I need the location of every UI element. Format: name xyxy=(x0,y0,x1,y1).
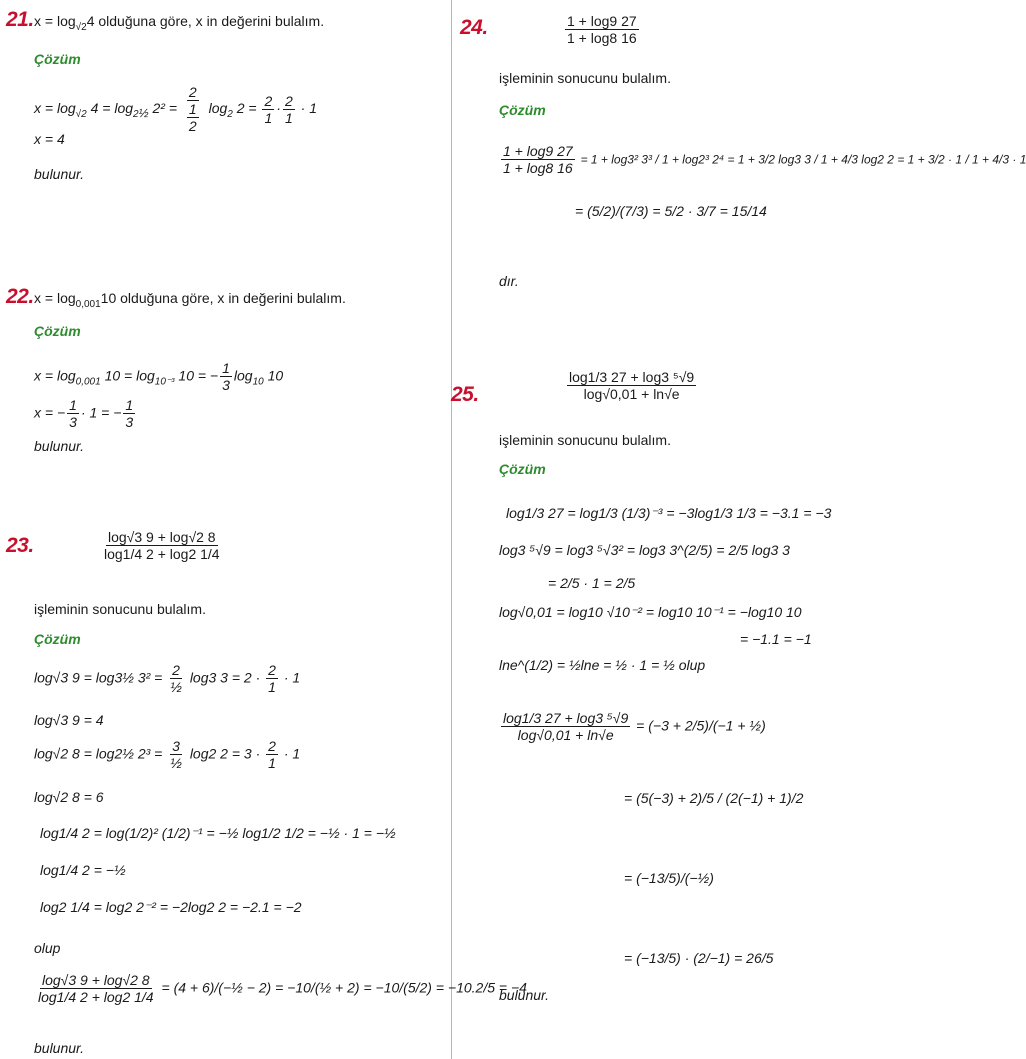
q24-end: dır. xyxy=(499,273,519,289)
q25-l1: log1/3 27 = log1/3 (1/3)⁻³ = −3log1/3 1/3 = −3.1 = −3 xyxy=(506,505,832,521)
q25-expression: $\frac{\text{log1/3 27 + log3 ⁵√9}}{\log√0,01 + \ln√e}$ xyxy=(569,369,695,403)
q23-line3: log√2 8 = log2½ 2³ = 3 ½ log2 2 = 3 · $\frac{2}{1}$ · 1 xyxy=(34,738,301,772)
q23-olup: olup xyxy=(34,940,61,956)
q25-l2: log3 ⁵√9 = log3 ⁵√3² = log3 3^(2/5) = 2/5 log3 3 xyxy=(499,542,790,558)
q24-prompt: işleminin sonucunu bulalım. xyxy=(499,70,671,86)
q22-solution-label: Çözüm xyxy=(34,323,81,339)
q21-end: bulunur. xyxy=(34,166,85,182)
q24-number: 24. xyxy=(460,16,488,39)
q23-line5: log1/4 2 = log(1/2)² (1/2)⁻¹ = −½ log1/2 1/2 = −½ · 1 = −½ xyxy=(40,825,396,841)
q21-statement: $x = \log_{√2}4$ olduğuna göre, x in değerini bulalım. xyxy=(34,13,325,33)
q25-l4: log√0,01 = log10 √10⁻² = log10 10⁻¹ = −log10 10 xyxy=(499,604,802,620)
q24-expression: $\frac{1 + \log 9 27}{1 + \log 8 16}$ xyxy=(567,13,637,47)
q23-final: $\frac{\log√3 9 + \log√2 8}{\log 1/4 2 + \log 2 1/4}$ = (4 + 6)/(−½ − 2) = −10/(½ + 2) = −10/(5/2) = −10.2/5 = −4 xyxy=(38,972,527,1006)
q25-l7: $\frac{\text{log1/3 27 + log3 ⁵√9}}{\log√0,01 + \ln√e}$ = (−3 + 2/5)/(−1 + ½) xyxy=(503,710,766,744)
q24-line2: = (5/2)/(7/3) = 5/2 · 3/7 = 15/14 xyxy=(575,203,767,219)
q23-line6: log1/4 2 = −½ xyxy=(40,862,126,878)
q24-solution-label: Çözüm xyxy=(499,102,546,118)
q23-expression: $\frac{\log√3 9 + \log√2 8}{\log 1/4 2 + \log 2 1/4}$ xyxy=(104,529,220,563)
q25-l9: = (−13/5)/(−½) xyxy=(624,870,714,886)
q22-end: bulunur. xyxy=(34,438,85,454)
q21-number: 21. xyxy=(6,8,34,31)
q25-end: bulunur. xyxy=(499,987,550,1003)
column-divider xyxy=(451,0,452,1059)
q25-l5: = −1.1 = −1 xyxy=(740,631,812,647)
q23-line2: log√3 9 = 4 xyxy=(34,712,104,728)
q23-solution-label: Çözüm xyxy=(34,631,81,647)
q23-end: bulunur. xyxy=(34,1040,85,1056)
q25-number: 25. xyxy=(451,383,479,406)
q25-l3: = 2/5 · 1 = 2/5 xyxy=(548,575,636,591)
q25-l10: = (−13/5) · (2/−1) = 26/5 xyxy=(624,950,774,966)
q23-number: 23. xyxy=(6,534,34,557)
q23-line4: log√2 8 = 6 xyxy=(34,789,104,805)
q23-line7: log2 1/4 = log2 2⁻² = −2log2 2 = −2.1 = −2 xyxy=(40,899,302,915)
q21-step1: $x = \log_{√2} 4 = \log_{2\frac{1}{2}} 2^2$ = $\frac{2}{\frac{1}{2}}$ $\log_2 2$ = $\frac{2}{1}$ · $\frac{2}{1}$ · 1 xyxy=(34,84,317,135)
q25-prompt: işleminin sonucunu bulalım. xyxy=(499,432,671,448)
q22-number: 22. xyxy=(6,285,34,308)
q24-line1: $\frac{1 + \log 9 27}{1 + \log 8 16}$ = 1 + log3² 3³ / 1 + log2³ 2⁴ = 1 + 3/2 log3 3 / 1 + 4/3 log2 2 = 1 + 3/2 · 1 / 1 + 4/3 · 1 xyxy=(503,143,1026,177)
q23-line1: log√3 9 = log3½ 3² = 2 ½ log3 3 = 2 · $\frac{2}{1}$ · 1 xyxy=(34,662,301,696)
q22-statement: $x = \log_{0,001}10$ olduğuna göre, x in değerini bulalım. xyxy=(34,290,346,310)
q21-solution-label: Çözüm xyxy=(34,51,81,67)
q23-prompt: işleminin sonucunu bulalım. xyxy=(34,601,206,617)
q25-solution-label: Çözüm xyxy=(499,461,546,477)
q21-step2: x = 4 xyxy=(34,131,65,147)
q22-step2: x = − $\frac{1}{3}$ · 1 = − $\frac{1}{3}$ xyxy=(34,397,134,431)
q22-step1: $x = \log_{0,001} 10 = \log_{10^{-3}} 10$ = − $\frac{1}{3}$ $\log_{10} 10$ xyxy=(34,360,284,394)
q25-l6: lne^(1/2) = ½lne = ½ · 1 = ½ olup xyxy=(499,657,706,673)
q25-l8: = (5(−3) + 2)/5 / (2(−1) + 1)/2 xyxy=(624,790,804,806)
